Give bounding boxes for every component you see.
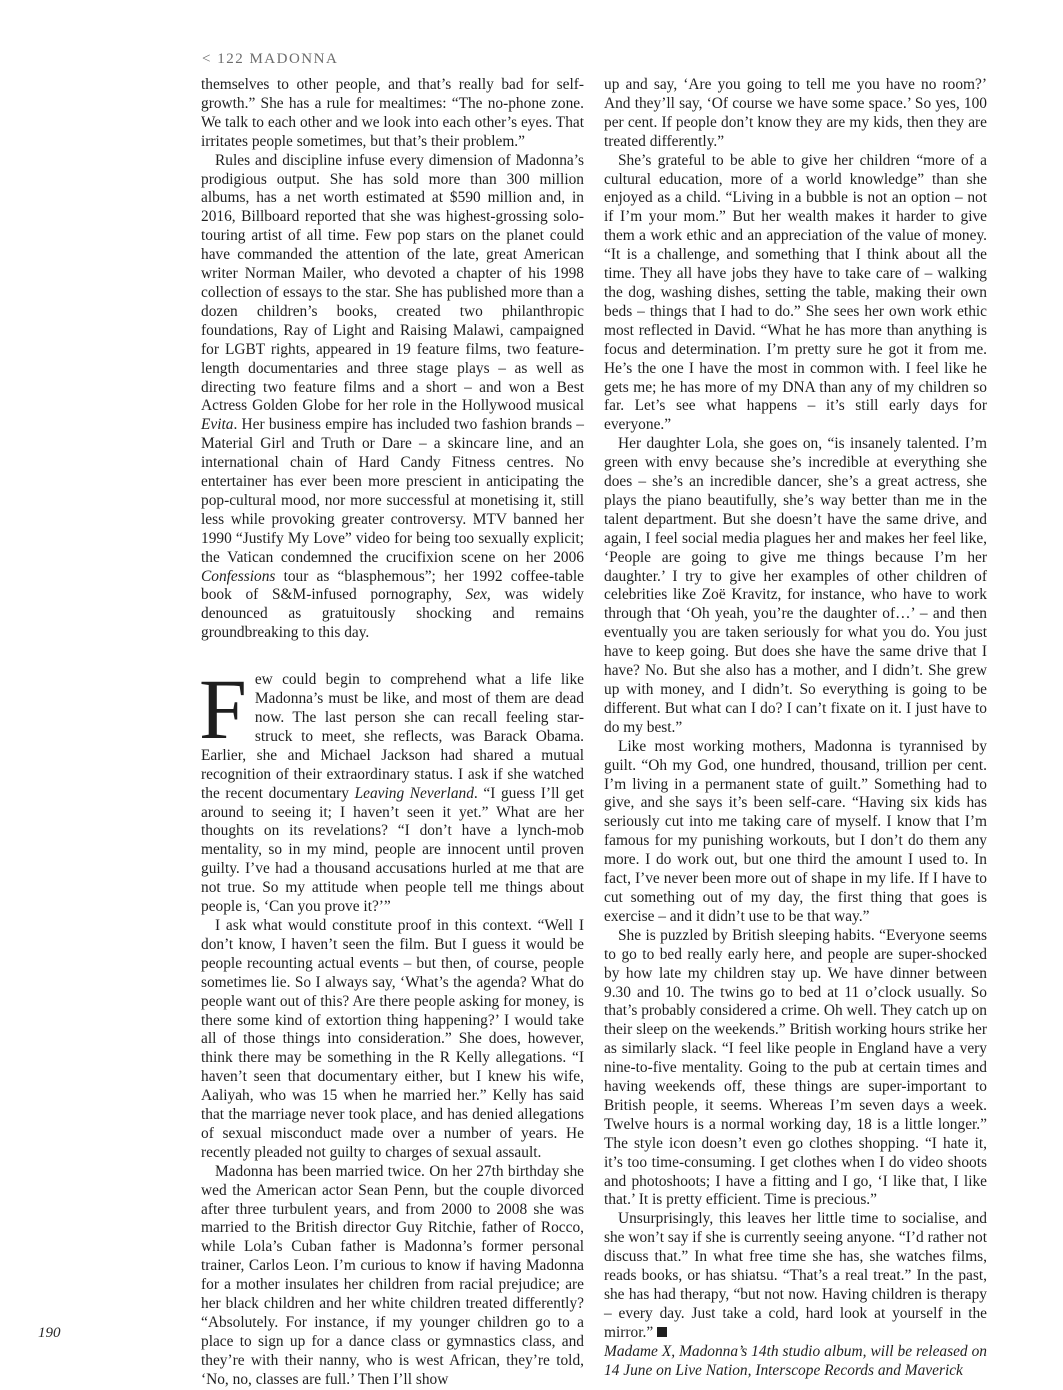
paragraph: She is puzzled by British sleeping habits. “Everyone seems to go to bed really early here, and people are super-shocked by how late my children stay up. We have dinner between 9.30 and 10. The twins go to bed at 11 o’clock usually. So that’s probably considered a crime. Oh well. They catch up on their sleep on the weekends.” British working hours strike her as similarly slack. “I feel like people in England have a very nine-to-five mentality. Going to the pub at certain times and having weekends off, these things are super-important to British people, it seems. Whereas I’m seven days a week. Twelve hours is a normal working day, 18 is a little longer.” The style icon doesn’t even go clothes shopping. “I hate it, it’s too time-consuming. I get clothes when I do video shoots and photoshoots; I have a fitting and I go, ‘I like that, I like that.’ It is pretty efficient. Time is precious.” [604, 926, 987, 1209]
paragraph: Like most working mothers, Madonna is tyrannised by guilt. “Oh my God, one hundred, thousand, trillion per cent. I’m living in a permanent state of guilt.” Something had to give, and she says it’s been self-care. “Having six kids has seriously cut into me taking care of myself. I know that I’m famous for my punishing workouts, but I don’t do them any more. I do work out, but one third the amount I used to. In fact, I’ve never been more out of shape in my life. If I have to cut something out of my day, the first thing that goes is exercise – and it didn’t use to be that way.” [604, 737, 987, 925]
page-number: 190 [38, 1325, 61, 1341]
paragraph: up and say, ‘Are you going to tell me you have no room?’ And they’ll say, ‘Of course we have some space.’ So yes, 100 per cent. If people don’t know they are my kids, then they are treated differently.” [604, 76, 987, 150]
article-column-right [604, 76, 987, 1381]
paragraph: Rules and discipline infuse every dimension of Madonna’s prodigious output. She has sold more than 300 million albums, has a net worth estimated at $590 million and, in 2016, Billboard reported that she was highest-grossing solo-touring artist of all time. Few pop stars on the planet could have commanded the attention of the late, great American writer Norman Mailer, who devoted a chapter of his 1998 collection of essays to the star. She has published more than a dozen children’s books, created two philanthropic foundations, Ray of Light and Raising Malawi, campaigned for LGBT rights, appeared in 19 feature films, two feature-length documentaries and three stage plays – as well as directing two feature films and a short – and won a Best Actress Golden Globe for her role in the Hollywood musical Evita. Her business empire has included two fashion brands – Material Girl and Truth or Dare – a skincare line, and an international chain of Hard Candy Fitness centres. No entertainer has ever been more prescient in anticipating the pop-cultural mood, nor more successful at monetising it, still less while provoking greater controversy. MTV banned her 1990 “Justify My Love” video for being too sexually explicit; the Vatican condemned the crucifixion scene on her 2006 Confessions tour as “blasphemous”; her 1992 coffee-table book of S&M-infused pornography, Sex, was widely denounced as gratuitously shocking and remains groundbreaking to this day. [201, 151, 584, 642]
paragraph-final: Unsurprisingly, this leaves her little time to socialise, and she won’t say if she is currently seeing anyone. “I’d rather not discuss that.” In what free time she has, she watches films, reads books, or has shiatsu. “That’s a real treat.” In the past, she has had therapy, “but not now. Having children is therapy – every day. Just take a cold, hard look at yourself in the mirror.” [604, 1210, 987, 1341]
end-mark-icon [657, 1327, 667, 1337]
paragraph: Madonna has been married twice. On her 27th birthday she wed the American actor Sean Penn, but the couple divorced after three turbulent years, and from 2000 to 2008 she was married to the British director Guy Ritchie, father of Rocco, while Lola’s Cuban father is Madonna’s former personal trainer, Carlos Leon. I’m curious to know if having Madonna for a mother insulates her children from racial prejudice; are her black children and her white children treated differently? “Absolutely. For instance, if my younger children go to a place to sign up for a dance class or gymnastics class, and they’re with their nanny, who is west African, they’re told, ‘No, no, classes are full.’ Then I’ll show [201, 1162, 584, 1388]
album-credit: Madame X, Madonna’s 14th studio album, will be released on 14 June on Live Nation, Interscope Records and Maverick [604, 1342, 987, 1379]
drop-cap: F [199, 661, 247, 758]
article-column-left [201, 76, 584, 1390]
running-head: < 122 MADONNA [202, 51, 339, 67]
paragraph-dropcap: Few could begin to comprehend what a life like Madonna’s must be like, and most of them are dead now. The last person she can recall feeling star-struck to meet, she reflects, was Barack Obama. Earlier, she and Michael Jackson had shared a mutual recognition of their extraordinary status. I ask if she watched the recent documentary Leaving Neverland. “I guess I’ll get around to seeing it; I haven’t seen it yet.” What are her thoughts on its revelations? “I don’t have a lynch-mob mentality, so in my mind, people are innocent until proven guilty. I’ve had a thousand accusations hurled at me that are not true. So my attitude when people tell me things about people is, ‘Can you prove it?’” [199, 661, 584, 916]
paragraph: She’s grateful to be able to give her children “more of a cultural education, more of a world knowledge” than she enjoyed as a child. “Living in a bubble is not an option – not if I’m your mom.” But her wealth makes it harder to give them a work ethic and an appreciation of the value of money. “It is a challenge, and something that I think about all the time. They all have jobs they have to take care of – walking the dog, washing dishes, setting the table, making their own beds – things that I had to do.” She sees her own work ethic most reflected in David. “What he has more than anything is focus and determination. I’m pretty sure he got it from me. He’s the one I have the most in common with. I feel like he gets me; he has more of my DNA than any of my children so far. Let’s see what happens – it’s still early days for everyone.” [604, 151, 987, 434]
paragraph: themselves to other people, and that’s really bad for self-growth.” She has a rule for mealtimes: “The no-phone zone. We talk to each other and we look into each other’s eyes. That irritates people sometimes, but that’s their problem.” [201, 76, 584, 150]
paragraph: Her daughter Lola, she goes on, “is insanely talented. I’m green with envy because she’s incredible at everything she does – she’s an incredible dancer, she’s a great actress, she plays the piano beautifully, she’s way better than me in the talent department. But she doesn’t have the same drive, and again, I feel social media plagues her and makes her feel like, ‘People are going to give me things because I’m her daughter.’ I try to give her examples of other children of celebrities like Zoë Kravitz, for instance, who have to work through that ‘Oh yeah, you’re the daughter of…’ – and then eventually you are taken seriously for what you do. You just have to keep going. But does she have the same drive that I have? No. But she also has a mother, and I didn’t. She grew up with money, and I didn’t. So everything is going to be different. But what can I do? I can’t fixate on it. I just have to do my best.” [604, 435, 987, 736]
paragraph: I ask what would constitute proof in this context. “Well I don’t know, I haven’t seen the film. But I guess it would be people recounting actual events – but then, of course, people sometimes lie. So I always say, ‘What’s the agenda? What do people want out of this? Are there people asking for money, is there some kind of extortion thing happening?’ I would take all of those things into consideration.” She does, however, think there may be something in the R Kelly allegations. “I haven’t seen that documentary either, but I knew his wife, Aaliyah, who was 15 when he married her.” Kelly has said that the marriage never took place, and has denied allegations of sexual misconduct made over a number of years. He recently pleaded not guilty to charges of sexual assault. [201, 916, 584, 1161]
